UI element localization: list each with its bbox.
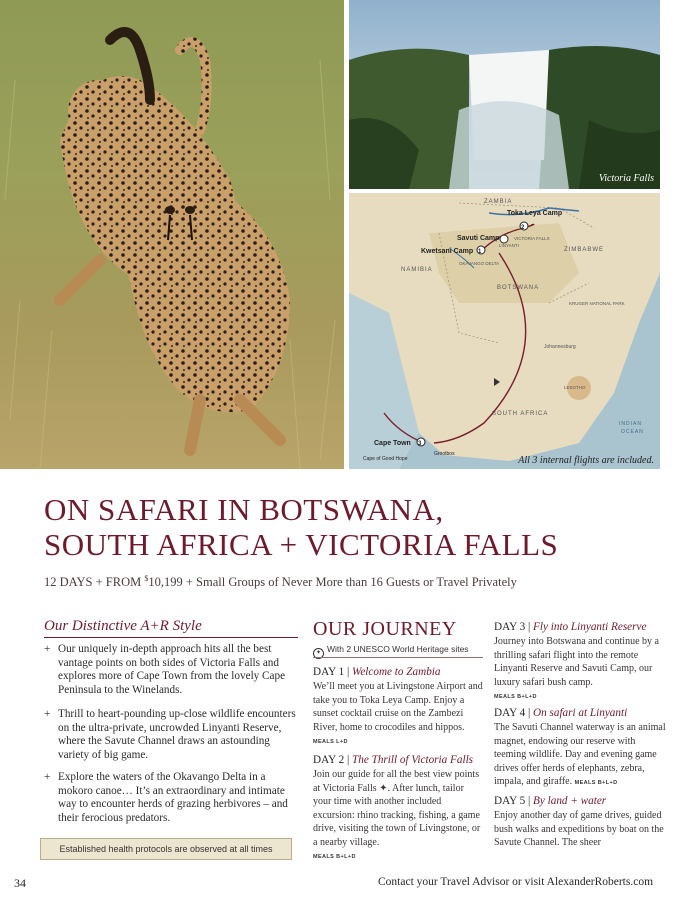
route-map [349,193,660,469]
trip-summary [44,574,684,590]
day-body-text: The Savuti Channel waterway is an animal magnet, endowing our reserve with teeming wildlife. Day and evening game drives offer herds of elephants, zebra, impala, and giraffe. [494,722,666,787]
day-separator: | [525,707,534,719]
day-description [494,809,666,850]
label-zambia: ZAMBIA [484,199,513,205]
day-label: DAY 5 [494,795,526,807]
day-separator: | [344,666,353,678]
bullet-text: Explore the waters of the Okavango Delta in a mokoro canoe… It’s an extraordinary and intimate way to encounter herds of grazing herbivores – and their ferocious predators. [58,771,288,824]
plus-icon: + [44,771,51,783]
price-text: 10,199 [148,575,183,590]
victoria-falls-caption: Victoria Falls [598,173,654,184]
label-lesotho: LESOTHO [564,385,586,390]
day-description [313,680,483,750]
itinerary-day [313,666,483,750]
title-line-1: ON SAFARI IN BOTSWANA, [44,492,444,527]
label-victoria-falls: VICTORIA FALLS [514,236,550,241]
meals-included: MEALS B+L+D [313,854,356,860]
day-separator: | [344,754,353,766]
group-size-text: + Small Groups of Never More than 16 Guests or Travel Privately [182,575,517,590]
title-line-2: SOUTH AFRICA + VICTORIA FALLS [44,527,559,562]
label-toka-leya: Toka Leya Camp [507,210,563,217]
day-heading [313,754,483,766]
cheetah-illustration [0,0,344,469]
health-protocol-note: Established health protocols are observed at all times [40,838,292,860]
label-grootbos: Grootbos [434,451,455,457]
style-section-divider [44,637,298,638]
plus-icon: + [44,708,51,720]
label-ocean: OCEAN [621,429,644,435]
itinerary-day [494,621,666,705]
day-body-text: Enjoy another day of game drives, guided bush walks and expeditions by boat on the Savute Channel. The sheer [494,810,664,848]
pin-2: 2 [521,225,525,231]
map-caption: All 3 internal flights are included. [518,455,654,466]
label-namibia: NAMIBIA [401,267,433,273]
itinerary-day [494,795,666,850]
duration-text: 12 DAYS + FROM [44,575,145,590]
day-separator: | [525,795,534,807]
label-south-africa: SOUTH AFRICA [492,411,549,417]
meals-included: MEALS L+D [313,739,348,745]
label-savuti: Savuti Camp [457,235,500,242]
pin-3: 3 [418,441,422,447]
meals-included: MEALS B+L+D [494,694,537,700]
day-description [313,768,483,865]
day-label: DAY 1 [313,666,345,678]
label-indian: INDIAN [619,421,642,427]
plus-icon: + [44,643,51,655]
day-title: On safari at Linyanti [533,707,628,719]
label-kwetsani: Kwetsani Camp [421,248,474,255]
falls-illustration [349,0,660,189]
price-currency: $ [144,574,149,583]
day-heading [313,666,483,678]
day-label: DAY 3 [494,621,526,633]
day-body-text: Join our guide for all the best view points at Victoria Falls ✦. After lunch, tailor your time with another included excursion: rhino tracking, fishing, a game drive, visiting the town of Livingstone, or a nearby village. [313,769,481,848]
day-description [494,721,666,791]
bullet-text: Thrill to heart-pounding up-close wildlife encounters on the ultra-private, uncrowded Linyanti Reserve, where the Savute Channel draws an astounding variety of big game. [58,708,296,761]
label-linyanti: LINYANTI [499,243,519,248]
day-separator: | [525,621,534,633]
journey-heading: OUR JOURNEY [313,618,457,640]
unesco-text: With 2 UNESCO World Heritage sites [327,644,469,654]
victoria-falls-photo [349,0,660,189]
style-bullet [44,708,296,762]
style-bullet [44,643,296,697]
day-heading [494,707,666,719]
itinerary-day [313,754,483,865]
bullet-text: Our uniquely in-depth approach hits all the best vantage points on both sides of Victoria Falls and explores more of Cape Town from the lovely Cape Peninsula to the Winelands. [58,643,286,696]
style-bullet [44,771,296,825]
pin-1: 1 [478,249,482,255]
day-label: DAY 2 [313,754,345,766]
style-section-heading: Our Distinctive A+R Style [44,618,202,634]
meals-included: MEALS B+L+D [574,780,618,786]
day-label: DAY 4 [494,707,526,719]
unesco-icon: ✦ [313,648,324,659]
map-illustration [349,193,660,469]
day-body-text: We’ll meet you at Livingstone Airport and take you to Toka Leya Camp. Enjoy a sunset cocktail cruise on the Zambezi River, home to crocodiles and hippos. [313,681,483,733]
label-zimbabwe: ZIMBABWE [564,247,605,253]
label-okavango: OKAVANGO DELTA [459,261,500,266]
label-johannesburg: Johannesburg [544,344,576,350]
day-body-text: Journey into Botswana and continue by a thrilling safari flight into the remote Linyanti Reserve and Savuti Camp, our luxury safari bush camp. [494,636,659,688]
label-kruger: KRUGER NATIONAL PARK [569,301,625,306]
day-title: Welcome to Zambia [352,666,441,678]
day-heading [494,621,666,633]
day-heading [494,795,666,807]
day-title: By land + water [533,795,607,807]
contact-line: Contact your Travel Advisor or visit AlexanderRoberts.com [378,876,654,888]
itinerary-day [494,707,666,791]
page-number: 34 [14,876,26,890]
day-title: Fly into Linyanti Reserve [533,621,647,633]
label-botswana: BOTSWANA [497,285,540,291]
label-cape-town: Cape Town [374,440,411,447]
journey-divider [313,657,483,658]
day-title: The Thrill of Victoria Falls [352,754,474,766]
label-cape-good-hope: Cape of Good Hope [363,456,408,462]
page-title [44,492,664,562]
cheetah-photo [0,0,344,469]
day-description [494,635,666,705]
